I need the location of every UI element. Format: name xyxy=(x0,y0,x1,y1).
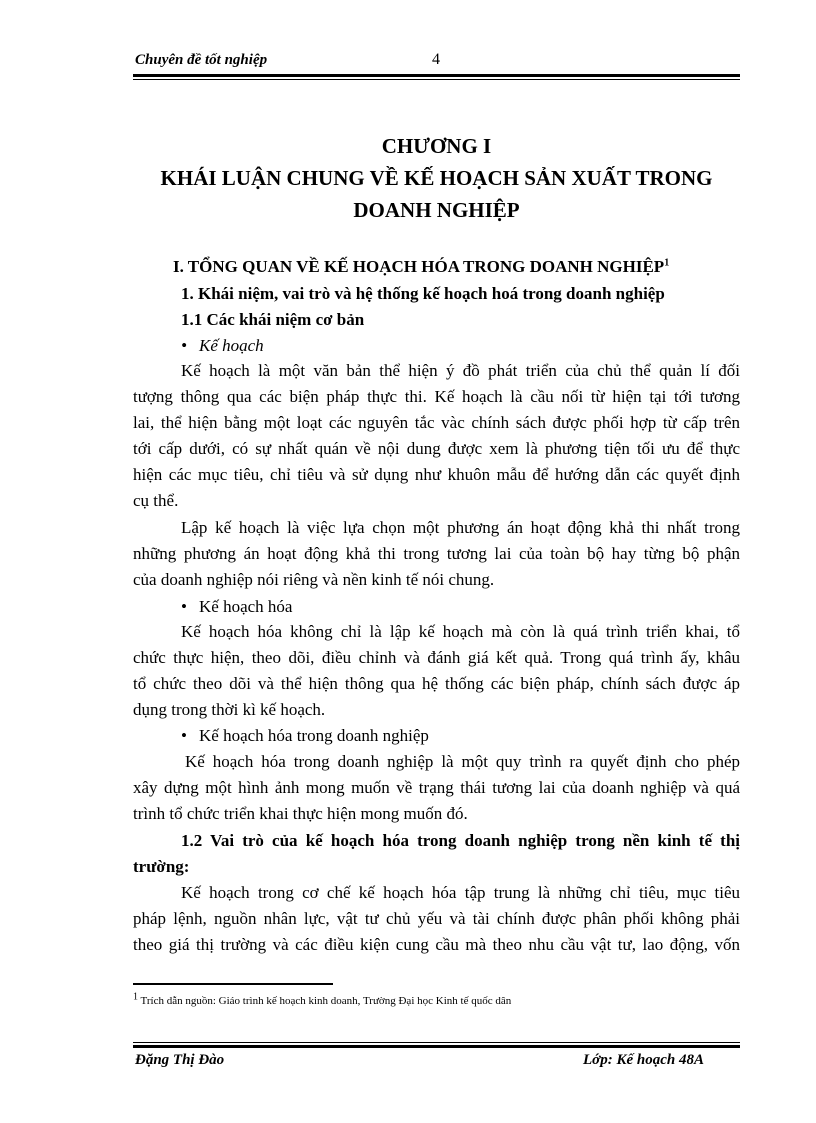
paragraph-line: pháp lệnh, nguồn nhân lực, vật tư chủ yếu và tài chính được phân phối không phải xyxy=(133,909,740,928)
bullet-icon: • xyxy=(181,726,187,745)
chapter-title-line2: DOANH NGHIỆP xyxy=(353,198,520,222)
paragraph-line: dụng trong thời kì kế hoạch. xyxy=(133,700,326,719)
bullet-item-ke-hoach xyxy=(181,334,264,358)
paragraph-line: lai, thể hiện bằng một loạt các nguyên tắc vàc chính sách được phối hợp từ cấp trên xyxy=(133,413,740,432)
footnote-text: Trích dẫn nguồn: Giáo trình kế hoạch kinh doanh, Trường Đại học Kinh tế quốc dân xyxy=(138,995,512,1007)
bullet-item-ke-hoach-hoa-dn xyxy=(181,724,429,748)
paragraph-line: tượng thông qua các biện pháp thực thi. Kế hoạch là cầu nối từ hiện tại tới tương xyxy=(133,387,740,406)
footer-author: Đặng Thị Đào xyxy=(135,1052,225,1068)
header-title: Chuyên đề tốt nghiệp xyxy=(135,52,268,68)
section-heading-1-2: 1.2 Vai trò của kế hoạch hóa trong doanh nghiệp trong nền kinh tế thị xyxy=(181,831,740,850)
bullet-label: Kế hoạch xyxy=(199,336,264,355)
footer-rule-thin xyxy=(133,1042,740,1043)
paragraph-line: theo giá thị trường và các điều kiện cung cầu mà theo nhu cầu vật tư, lao động, vốn xyxy=(133,935,740,954)
paragraph-line: cụ thể. xyxy=(133,491,179,510)
bullet-icon: • xyxy=(181,597,187,616)
header-rule xyxy=(133,74,740,77)
page-number: 4 xyxy=(432,51,440,68)
footer-class: Lớp: Kế hoạch 48A xyxy=(583,1052,704,1068)
paragraph-line: xây dựng một hình ảnh mong muốn về trạng thái tương lai của doanh nghiệp và quá xyxy=(133,778,740,797)
footnote-ref: 1 xyxy=(664,257,670,269)
paragraph-line: Kế hoạch hóa không chỉ là lập kế hoạch mà còn là quá trình triển khai, tổ xyxy=(181,622,740,641)
footnote-separator xyxy=(133,983,333,985)
bullet-label: Kế hoạch hóa trong doanh nghiệp xyxy=(199,726,429,745)
chapter-title-line1: KHÁI LUẬN CHUNG VỀ KẾ HOẠCH SẢN XUẤT TRONG xyxy=(160,166,713,190)
paragraph-line: tới cấp dưới, có sự nhất quán về nội dung được xem là phương tiện tối ưu để thực xyxy=(133,439,740,458)
paragraph-line: hiện các mục tiêu, chỉ tiêu và sử dụng như khuôn mẫu để hướng dẫn các quyết định xyxy=(133,465,740,484)
footnote xyxy=(133,991,512,1007)
section-heading-1 xyxy=(173,255,669,279)
header-rule-thin xyxy=(133,79,740,80)
paragraph-line: Kế hoạch hóa trong doanh nghiệp là một quy trình ra quyết định cho phép xyxy=(185,752,740,771)
paragraph-line: Lập kế hoạch là việc lựa chọn một phương án hoạt động khả thi nhất trong xyxy=(181,518,740,537)
paragraph-line: những phương án hoạt động khả thi trong tương lai của toàn bộ hay từng bộ phận xyxy=(133,544,740,563)
footnote-marker: 1 xyxy=(133,991,138,1003)
section-heading-1-1-1: 1.1 Các khái niệm cơ bản xyxy=(181,310,365,329)
section-heading-1-2-cont: trường: xyxy=(133,857,190,876)
footer-rule xyxy=(133,1045,740,1048)
bullet-item-ke-hoach-hoa xyxy=(181,595,292,619)
paragraph-line: trình tổ chức triển khai thực hiện mong muốn đó. xyxy=(133,804,468,823)
section-heading-1-1: 1. Khái niệm, vai trò và hệ thống kế hoạch hoá trong doanh nghiệp xyxy=(181,284,665,303)
paragraph-line: Kế hoạch là một văn bản thể hiện ý đồ phát triển của chủ thể quản lí đối xyxy=(181,361,740,380)
paragraph-line: Kế hoạch trong cơ chế kế hoạch hóa tập trung là những chỉ tiêu, mục tiêu xyxy=(181,883,740,902)
paragraph-line: của doanh nghiệp nói riêng và nền kinh tế nói chung. xyxy=(133,570,495,589)
section-heading-1-text: I. TỔNG QUAN VỀ KẾ HOẠCH HÓA TRONG DOANH NGHIỆP xyxy=(173,257,665,276)
paragraph-line: chức thực hiện, theo dõi, điều chỉnh và đánh giá kết quả. Trong quá trình ấy, khâu xyxy=(133,648,740,667)
bullet-icon: • xyxy=(181,336,187,355)
bullet-label: Kế hoạch hóa xyxy=(199,597,293,616)
chapter-number: CHƯƠNG I xyxy=(381,134,492,158)
paragraph-line: tổ chức theo dõi và thể hiện thông qua hệ thống các biện pháp, chính sách được áp xyxy=(133,674,740,693)
